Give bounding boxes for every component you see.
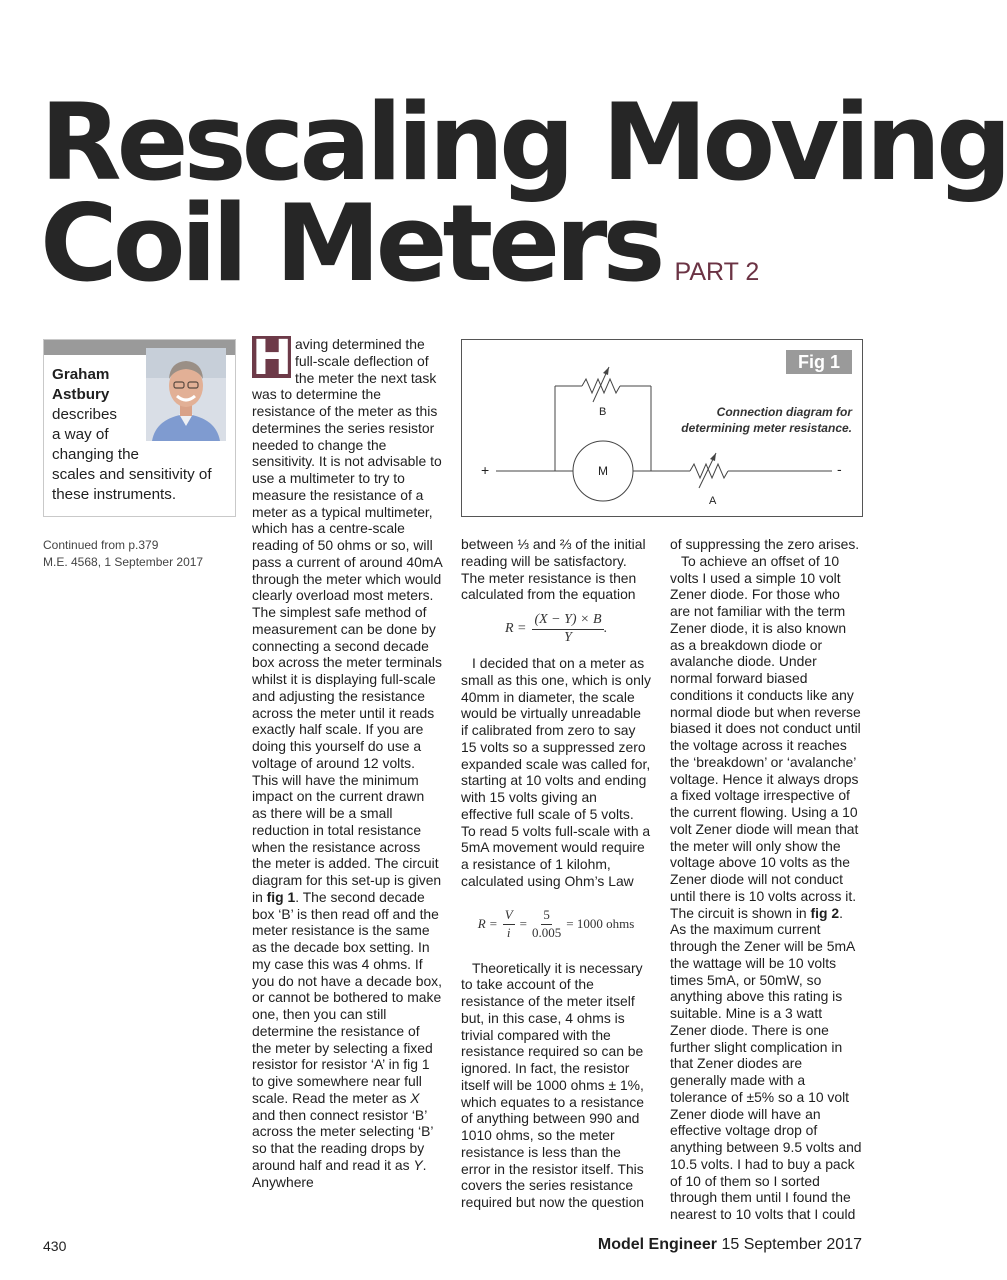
running-footer bbox=[598, 1236, 862, 1254]
resistor-a-label: A bbox=[709, 495, 717, 507]
meter-label: M bbox=[598, 464, 608, 478]
equation-1-fraction: $\frac{(X - Y) \times B}{Y}$ bbox=[534, 611, 602, 645]
author-blurb bbox=[52, 365, 232, 505]
negative-terminal: - bbox=[837, 461, 842, 477]
paragraph: of suppressing the zero arises. bbox=[670, 536, 860, 552]
author-name-line-1: Graham bbox=[52, 366, 110, 383]
paragraph: I decided that on a meter as small as this one, which is only 40mm in diameter, the scale would be virtually unreadable if calibrated from zero to say 15 volts so a suppressed zero expanded scale was called for, starting at 10 volts and ending with 15 volts giving an effective full scale of 5 volts. To read 5 volts full-scale with a 5mA movement would require a resistance of 1 kilohm, calculated using Ohm’s Law bbox=[461, 655, 651, 889]
body-column-1 bbox=[252, 330, 442, 1190]
paragraph: To achieve an offset of 10 volts I used a simple 10 volt Zener diode. For those who are not familiar with the term Zener diode, it is also known as a breakdown diode or avalanche diode. Under normal forward biased conditions it conducts like any normal diode but when reverse biased it does not conduct until the voltage across it reaches the ‘breakdown’ or ‘avalanche’ voltage. Hence it always drops a fixed voltage irrespective of the current flowing. Using a 10 volt Zener diode will mean that the meter will only show the voltage above 10 volts as the Zener diode will not conduct until there is 10 volts across it. The circuit is shown in fig 2. As the maximum current through the Zener will be 5mA the wattage will be 10 volts times 5mA, or 50mW, so anything above this rating is suitable. Mine is a 3 watt Zener diode. There is one further slight complication in that Zener diodes are generally made with a tolerance of ±5% so a 10 volt Zener diode will have an effective voltage drop of anything between 9.5 volts and 10.5 volts. I had to buy a pack of 10 of them so I sorted through them until I found the nearest to 10 volts that I could bbox=[670, 552, 862, 1222]
equation-2-fraction-2: $\frac{5}{0.005}$ bbox=[532, 907, 562, 940]
author-name-line-2: Astbury bbox=[52, 386, 110, 403]
issue-reference: M.E. 4568, 1 September 2017 bbox=[43, 555, 204, 569]
equation-2-fraction-1: $\frac{V}{i}$ bbox=[504, 907, 513, 940]
blurb-line: changing the bbox=[52, 446, 139, 463]
issue-date: 15 September 2017 bbox=[721, 1236, 862, 1253]
continued-from: Continued from p.379 bbox=[43, 538, 159, 552]
blurb-line: describes bbox=[52, 406, 117, 423]
blurb-line: these instruments. bbox=[52, 486, 177, 503]
magazine-name: Model Engineer bbox=[597, 1236, 717, 1253]
drop-cap: H bbox=[252, 330, 293, 386]
blurb-line: scales and sensitivity of bbox=[52, 466, 212, 483]
article-title bbox=[40, 81, 1007, 323]
fig-1-reference: fig 1 bbox=[266, 888, 296, 905]
title-line-1: Rescaling Moving bbox=[40, 81, 1007, 204]
resistor-b-label: B bbox=[599, 406, 607, 418]
continued-note bbox=[43, 537, 203, 571]
positive-terminal: + bbox=[481, 462, 490, 478]
figure-label: Fig 1 bbox=[786, 350, 852, 374]
equation-1: R = $\frac{(X - Y) \times B}{Y}$ . bbox=[504, 611, 608, 645]
fig-2-reference: fig 2 bbox=[810, 904, 840, 921]
body-column-3 bbox=[670, 536, 862, 1223]
blurb-line: a way of bbox=[52, 426, 109, 443]
title-line-2: Coil Meters PART 2 bbox=[40, 182, 760, 305]
part-label: PART 2 bbox=[674, 258, 760, 286]
figure-caption: Connection diagram for determining meter resistance. bbox=[681, 405, 852, 435]
author-box bbox=[43, 339, 236, 517]
body-column-2 bbox=[461, 536, 651, 1211]
equation-2: R = $\frac{V}{i}$ = $\frac{5}{0.005}$ = 1000 ohms bbox=[477, 907, 635, 940]
paragraph: between ⅓ and ⅔ of the initial reading will be satisfactory. The meter resistance is then calculated from the equation bbox=[461, 536, 646, 603]
page-number: 430 bbox=[43, 1238, 67, 1254]
paragraph: Theoretically it is necessary to take account of the resistance of the meter itself but, in this case, 4 ohms is trivial compared with the resistance required so can be ignored. In fact, the resistor itself will be 1000 ohms ± 1%, which equates to a resistance of anything between 990 and 1010 ohms, so the meter resistance is less than the error in the resistor itself. This covers the series resistance required but now the question bbox=[461, 959, 645, 1210]
figure-1 bbox=[461, 339, 863, 517]
paragraph: H aving determined the full-scale deflection of the meter the next task was to determine the resistance of the meter as this determines the series resistor needed to change the sensitivity. It is not advisable to use a multimeter to try to measure the resistance of a meter as a typical multimeter, which has a centre-scale reading of 50 ohms or so, will pass a current of around 40mA through the meter which would clearly overload most meters. The simplest safe method of measurement can be done by connecting a second decade box across the meter terminals whilst it is displaying full-scale and adjusting the resistance across the meter until it reads exactly half scale. If you are doing this yourself do use a voltage of around 12 volts. This will have the minimum impact on the current drawn as there will be a small reduction in total resistance when the resistance across the meter is added. The circuit diagram for this set-up is given in fig 1. The second decade box ‘B’ is then read off and the meter resistance is the same as the decade box setting. In my case this was 4 ohms. If you do not have a decade box, or cannot be bothered to make one, then you can still determine the resistance of the meter by selecting a fixed resistor for resistor ‘A’ in fig 1 to give somewhere near full scale. Read the meter as X and then connect resistor ‘B’ across the meter selecting ‘B’ so that the reading drops by around half and read it as Y. Anywhere bbox=[252, 330, 442, 1190]
